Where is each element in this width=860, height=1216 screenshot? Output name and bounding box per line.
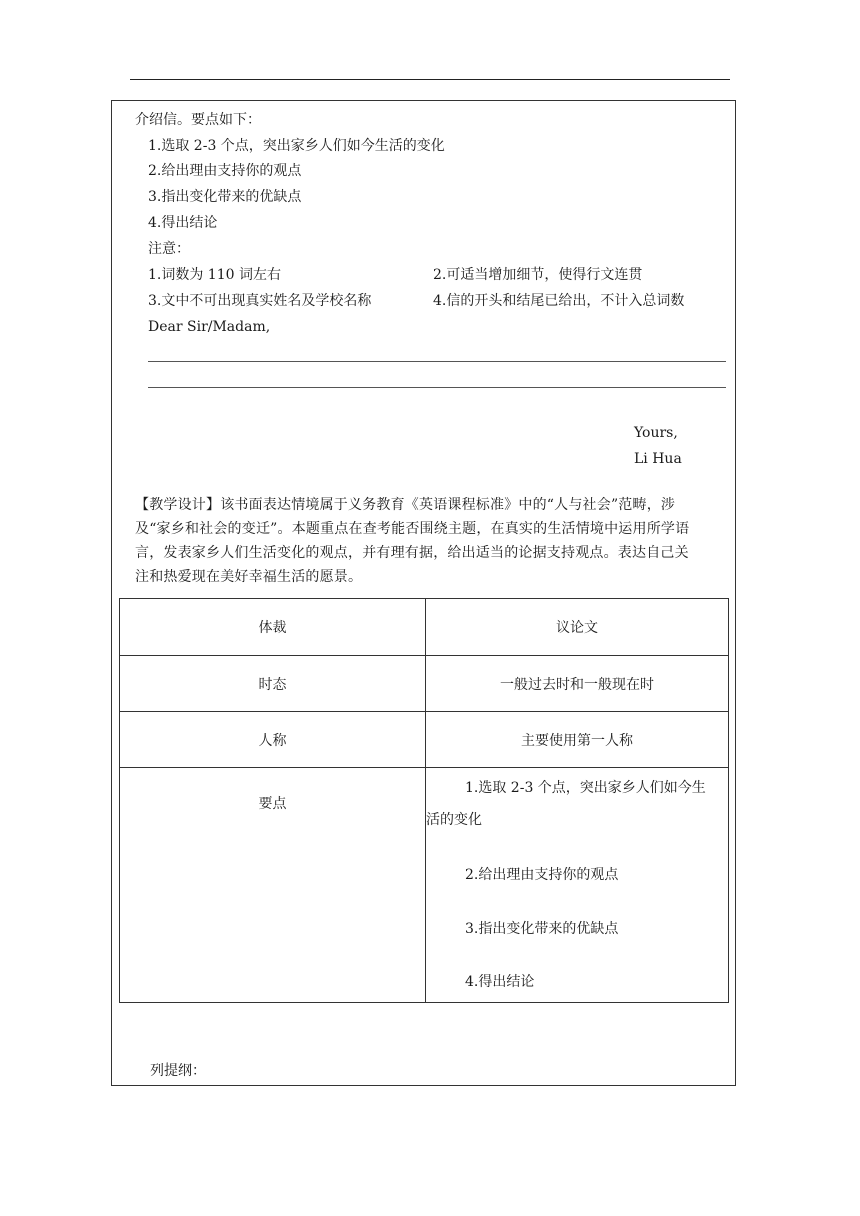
header-rule: [130, 79, 730, 80]
note-3: 3.文中不可出现真实姓名及学校名称: [148, 293, 372, 309]
writing-line: [148, 361, 726, 362]
teaching-design-paragraph: [135, 493, 730, 589]
letter-closing: Yours,: [634, 425, 678, 441]
design-line: 注和热爱现在美好幸福生活的愿景。: [135, 569, 363, 585]
points-line: 2.给出理由支持你的观点: [465, 867, 619, 883]
design-line: 及“家乡和社会的变迁”。本题重点在查考能否围绕主题，在真实的生活情境中运用所学语: [135, 521, 690, 537]
note-4: 4.信的开头和结尾已给出，不计入总词数: [433, 293, 685, 309]
genre-value: 议论文: [426, 599, 729, 656]
task-point-1: 1.选取 2-3 个点，突出家乡人们如今生活的变化: [148, 138, 445, 154]
task-point-4: 4.得出结论: [148, 215, 218, 231]
person-label: 人称: [120, 712, 426, 768]
writing-line: [148, 387, 726, 388]
outline-label: 列提纲：: [150, 1063, 206, 1079]
table-row: [120, 656, 729, 712]
table-row: [120, 768, 729, 1003]
letter-greeting: Dear Sir/Madam,: [148, 319, 271, 335]
task-intro: 介绍信。要点如下：: [135, 112, 261, 128]
points-line: 活的变化: [426, 812, 482, 828]
genre-label: 体裁: [120, 599, 426, 656]
note-1: 1.词数为 110 词左右: [148, 267, 281, 283]
notes-label: 注意：: [148, 241, 190, 257]
tense-label: 时态: [120, 656, 426, 712]
design-line: 言，发表家乡人们生活变化的观点，并有理有据，给出适当的论据支持观点。表达自己关: [135, 545, 689, 561]
points-line: 1.选取 2-3 个点，突出家乡人们如今生: [465, 780, 706, 796]
note-2: 2.可适当增加细节，使得行文连贯: [433, 267, 643, 283]
points-line: 4.得出结论: [465, 974, 535, 990]
letter-signature: Li Hua: [634, 451, 682, 467]
points-label-cell: [120, 768, 426, 1003]
person-value: 主要使用第一人称: [426, 712, 729, 768]
table-row: [120, 712, 729, 768]
task-point-2: 2.给出理由支持你的观点: [148, 163, 302, 179]
points-line: 3.指出变化带来的优缺点: [465, 921, 619, 937]
points-label: 要点: [258, 796, 287, 812]
design-line: 【教学设计】该书面表达情境属于义务教育《英语课程标准》中的“人与社会”范畴，涉: [135, 497, 676, 513]
task-point-3: 3.指出变化带来的优缺点: [148, 189, 302, 205]
writing-spec-table: [119, 598, 729, 1003]
tense-value: 一般过去时和一般现在时: [426, 656, 729, 712]
points-cell: [426, 768, 729, 1003]
table-row: [120, 599, 729, 656]
